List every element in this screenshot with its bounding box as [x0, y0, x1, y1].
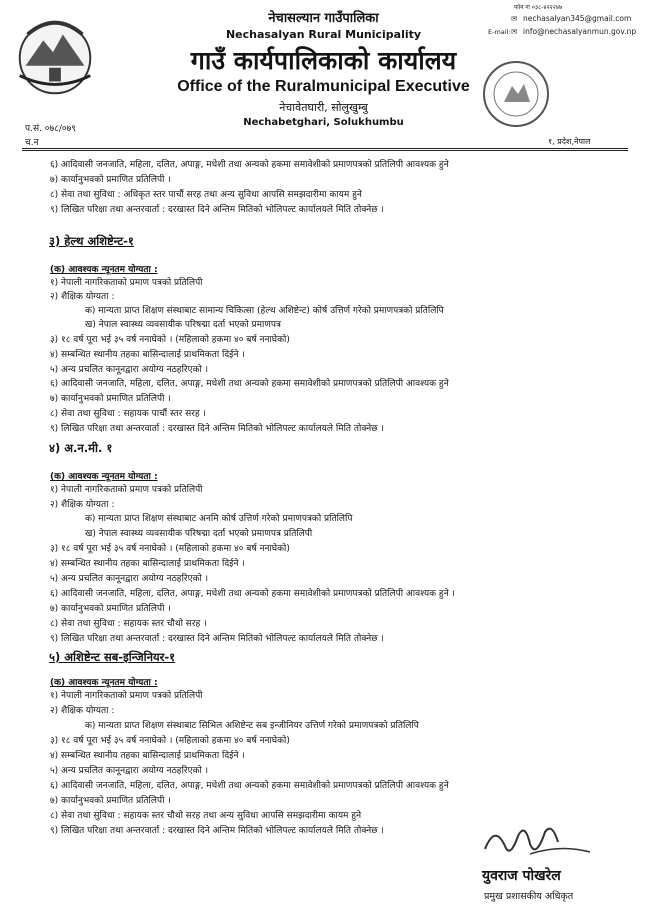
- list-item: १) नेपाली नागरिकताको प्रमाण पत्रको प्रतिलिपी: [50, 691, 203, 701]
- section-heading-anm: ४) अ.न.मी. १: [49, 441, 113, 455]
- list-item: क) मान्यता प्राप्त शिक्षण संस्थाबाट सामान्य चिकित्सा (हेल्थ अशिष्टेन्ट) कोर्ष उत्तिर्ण गरेको प्रमाणपत्रको प्रतिलिपि: [85, 306, 444, 316]
- list-item: ५) अन्य प्रचलित कानूनद्वारा अयोग्य नठहरिएको ।: [50, 365, 209, 375]
- list-item: २) शैक्षिक योग्यता :: [50, 706, 115, 716]
- list-item: ६) आदिवासी जनजाति, महिला, दलित, अपाङ्ग, मधेशी तथा अन्यको हकमा समावेशीको प्रमाणपत्रको प्रतिलिपी आवश्यक हुने: [50, 781, 449, 791]
- section-heading-sub-engineer: ५) अशिष्टेन्ट सब-इन्जिनियर-१: [49, 650, 176, 664]
- office-seal-stamp: [480, 58, 552, 130]
- municipality-name-np: नेचासल्यान गाउँपालिका: [268, 11, 379, 26]
- list-item: ५) अन्य प्रचलित कानूनद्वारा अयोग्य नठहरिएको ।: [50, 766, 209, 776]
- municipality-name-en: Nechasalyan Rural Municipality: [225, 28, 422, 41]
- section-subheading: (क) आवश्यक न्यूनतम योग्यता :: [50, 678, 158, 688]
- email-primary[interactable]: nechasalyan345@gmail.com: [523, 14, 632, 23]
- list-item: ७) कार्यानुभवको प्रमाणित प्रतिलिपी ।: [50, 604, 171, 614]
- list-item: ७) कार्यानुभवको प्रमाणित प्रतिलिपी ।: [50, 175, 171, 185]
- list-item: ६) आदिवासी जनजाति, महिला, दलित, अपाङ्ग, मधेशी तथा अन्यको हकमा समावेशीको प्रमाणपत्रको प्रतिलिपी आवश्यक हुने ।: [50, 589, 455, 599]
- list-item: १) नेपाली नागरिकताको प्रमाण पत्रको प्रतिलिपी: [50, 485, 203, 495]
- list-item: ७) कार्यानुभवको प्रमाणित प्रतिलिपी ।: [50, 394, 171, 404]
- email-secondary[interactable]: info@nechasalyanmun.gov.np: [523, 27, 637, 36]
- list-item: ८) सेवा तथा सुविधा : सहायक स्तर चौथो सरह तथा अन्य सुविधा आपसि समझदारीमा कायम हुने: [50, 811, 362, 821]
- list-item: ६) आदिवासी जनजाति, महिला, दलित, अपाङ्ग, मधेशी तथा अन्यको हकमा समावेशीको प्रमाणपत्रको प्रतिलिपी आवश्यक हुने: [50, 379, 449, 389]
- email-icon-2: ✉: [511, 27, 518, 36]
- list-item: ३) १८ वर्ष पूरा भई ३५ वर्ष ननाघेको । (महिलाको हकमा ४० बर्ष ननाघेको): [50, 335, 290, 345]
- list-item: ८) सेवा तथा सुविधा : सहायक पाचौं स्तर सरह ।: [50, 409, 206, 419]
- email-icon-1: ✉: [511, 14, 518, 23]
- section-subheading: (क) आवश्यक न्यूनतम योग्यता :: [50, 472, 158, 482]
- province-note: १, प्रदेश,नेपाल: [548, 137, 591, 146]
- section-subheading: (क) आवश्यक न्यूनतम योग्यता :: [50, 265, 158, 275]
- list-item: ९) लिखित परिक्षा तथा अन्तरवार्ता : दरखास्त दिने अन्तिम मितिको भोलिपल्ट कार्यालयले मिति तोक्नेछ ।: [50, 424, 384, 434]
- list-item: ७) कार्यानुभवको प्रमाणित प्रतिलिपी ।: [50, 796, 171, 806]
- list-item: ३) १८ वर्ष पूरा भई ३५ वर्ष ननाघेको । (महिलाको हकमा ४० बर्ष ननाघेको): [50, 736, 290, 746]
- list-item: ८) सेवा तथा सुविधा : अधिकृत स्तर पाचौं सरह तथा अन्य सुविधा आपसि समझदारीमा कायम हुने: [50, 190, 362, 200]
- handwritten-signature: [470, 814, 610, 874]
- list-item: ६) आदिवासी जनजाति, महिला, दलित, अपाङ्ग, मधेशी तथा अन्यको हकमा समावेशीको प्रमाणपत्रको प्रतिलिपी आवश्यक हुने: [50, 160, 449, 170]
- reference-number: प.सं. ०७८/०७९: [25, 124, 76, 134]
- address-np: नेचावेतघारी, सोलुखुम्बु: [279, 101, 368, 114]
- header-divider: [22, 148, 628, 151]
- section-heading-health-assistant: ३) हेल्थ अशिष्टेन्ट-१: [49, 234, 134, 248]
- list-item: ख) नेपाल स्वास्थ्य व्यवसायीक परिषद्मा दर्ता भएको प्रमाणपत्र: [85, 320, 281, 330]
- office-name-en: Office of the Ruralmunicipal Executive: [177, 78, 470, 95]
- list-item: ४) सम्बन्धित स्थानीय तहका बासिन्दालाई प्राथमिकता दिईने ।: [50, 751, 245, 761]
- list-item: क) मान्यता प्राप्त शिक्षण संस्थाबाट सिभिल अशिष्टेन्ट सब इन्जीनियर उत्तिर्ण गरेको प्रमाणपत्रको प्रतिलिपि: [85, 721, 419, 731]
- dispatch-number: च.न: [25, 138, 39, 148]
- email-label: E-mail:: [488, 28, 511, 36]
- signatory-title: प्रमुख प्रशासकीय अधिकृत: [484, 891, 574, 902]
- list-item: ४) सम्बन्धित स्थानीय तहका बासिन्दालाई प्राथमिकता दिईने ।: [50, 559, 245, 569]
- list-item: २) शैक्षिक योग्यता :: [50, 500, 115, 510]
- list-item: ८) सेवा तथा सुविधा : सहायक स्तर चौथो सरह ।: [50, 619, 207, 629]
- list-item: २) शैक्षिक योग्यता :: [50, 292, 115, 302]
- list-item: क) मान्यता प्राप्त शिक्षण संस्थाबाट अनमि कोर्ष उत्तिर्ण गरेको प्रमाणपत्रको प्रतिलिपि: [85, 514, 353, 524]
- list-item: ९) लिखित परिक्षा तथा अन्तरवार्ता : दरखास्त दिने अन्तिम मितिको भोलिपल्ट कार्यालयले मिति तोक्नेछ ।: [50, 634, 384, 644]
- list-item: ख) नेपाल स्वास्थ्य व्यवसायीक परिषद्मा दर्ता भएको प्रमाणपत्र प्रतिलिपी: [85, 529, 313, 539]
- signatory-name: युवराज पोखरेल: [482, 868, 561, 884]
- address-en: Nechabetghari, Solukhumbu: [243, 117, 404, 128]
- list-item: १) नेपाली नागरिकताको प्रमाण पत्रको प्रतिलिपी: [50, 278, 203, 288]
- list-item: ९) लिखित परिक्षा तथा अन्तरवार्ता : दरखास्त दिने अन्तिम मितिको भोलिपल्ट कार्यालयले मिति तोक्नेछ ।: [50, 826, 384, 836]
- list-item: ९) लिखित परिक्षा तथा अन्तरवार्ता : दरखास्त दिने अन्तिम मितिको भोलिपल्ट कार्यालयले मिति तोक्नेछ ।: [50, 205, 384, 215]
- phone-number: फोन नः ०३८-४२२२४७: [514, 4, 563, 11]
- list-item: ३) १८ वर्ष पूरा भई ३५ वर्ष ननाघेको । (महिलाको हकमा ४० बर्ष ननाघेको): [50, 544, 290, 554]
- list-item: ५) अन्य प्रचलित कानूनद्वारा अयोग्य नठहरिएको ।: [50, 574, 209, 584]
- list-item: ४) सम्बन्धित स्थानीय तहका बासिन्दालाई प्राथमिकता दिईने ।: [50, 350, 245, 360]
- office-name-np: गाउँ कार्यपालिकाको कार्यालय: [190, 46, 457, 75]
